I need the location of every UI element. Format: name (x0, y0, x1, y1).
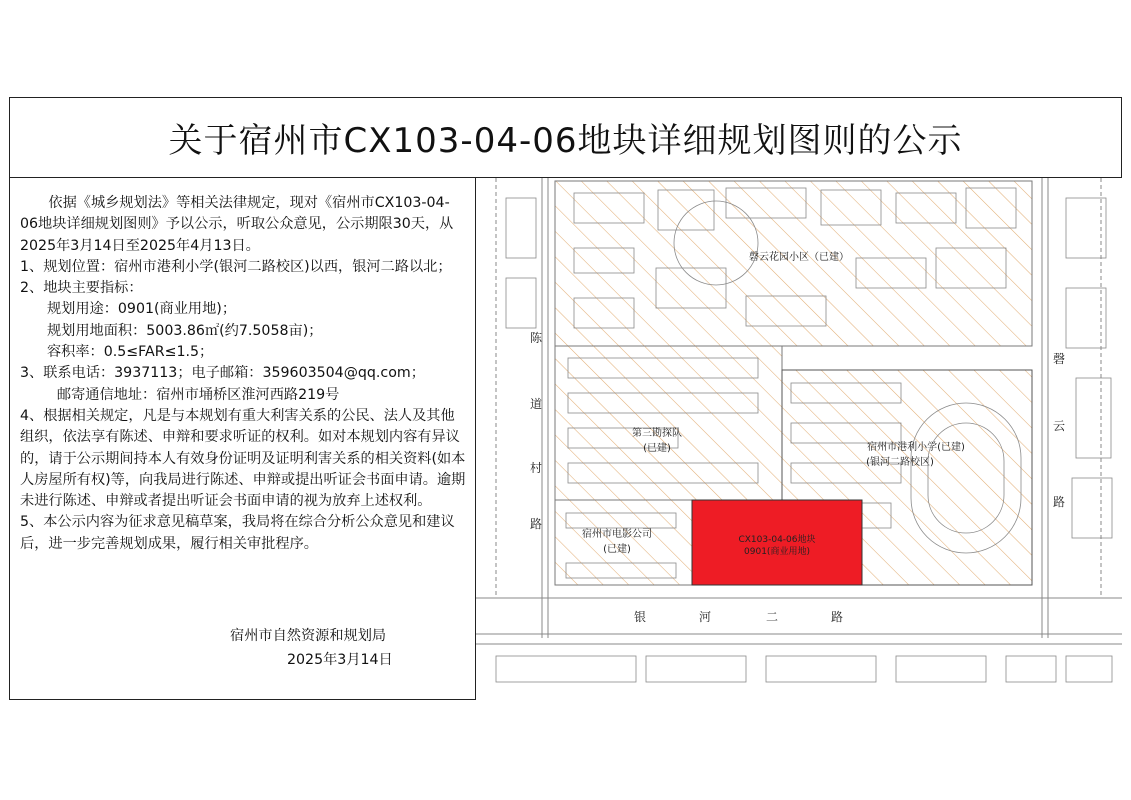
notice-text-panel (10, 178, 476, 700)
road-yinhe-char-1: 银 (633, 610, 647, 624)
road-chendaocun-char-4: 路 (529, 517, 543, 531)
item-3-address: 邮寄通信地址：宿州市埇桥区淮河西路219号 (56, 386, 340, 403)
label-kancha-team: 第三勘探队 (632, 428, 682, 439)
item-1-location: 1、规划位置：宿州市港利小学(银河二路校区)以西，银河二路以北； (20, 258, 452, 275)
intro-paragraph: 依据《城乡规划法》等相关法律规定，现对《宿州市CX103-04-06地块详细规划图则》予以公示，听取公众意见，公示期限30天，从2025年3月14日至2025年4月13日。 (20, 195, 454, 254)
planning-map (476, 178, 1122, 700)
item-5-draft: 5、本公示内容为征求意见稿草案，我局将在综合分析公众意见和建议后，进一步完善规划成果，履行相关审批程序。 (20, 514, 455, 552)
item-2-land-area: 规划用地面积：5003.86㎡(约7.5058亩)； (46, 322, 323, 339)
road-qingyun-char-3: 路 (1052, 495, 1066, 509)
label-school: 宿州市港利小学(已建) (867, 442, 965, 453)
title-row (10, 98, 1121, 178)
signature-block (10, 624, 475, 672)
road-chendaocun-char-2: 道 (529, 397, 543, 411)
label-school-campus: (银河二路校区) (866, 457, 934, 468)
item-2-far: 容积率：0.5≤FAR≤1.5； (46, 344, 214, 361)
item-3-contact: 3、联系电话：3937113；电子邮箱：359603504@qq.com； (20, 365, 425, 382)
item-4-rights: 4、根据相关规定，凡是与本规划有重大利害关系的公民、法人及其他组织，依法享有陈述、申辩和要求听证的权利。如对本规划内容有异议的，请于公示期间持本人有效身份证明及证明利害关系的相关资料(如本人房屋所有权)等，向我局进行陈述、申辩或提出听证会书面申请。逾期未进行陈述、申辩或者提出听证会书面申请的视为放弃上述权利。 (20, 407, 466, 510)
road-chendaocun-char-3: 村 (529, 461, 543, 475)
road-yinhe-char-3: 二 (765, 610, 779, 624)
road-yinhe-char-2: 河 (698, 610, 712, 624)
road-qingyun-char-1: 磬 (1052, 352, 1066, 366)
label-parcel-id: CX103-04-06地块 (738, 535, 816, 545)
signature-date: 2025年3月14日 (287, 652, 393, 668)
road-qingyun-char-2: 云 (1052, 419, 1066, 433)
label-cinema-status: (已建) (603, 544, 631, 555)
road-yinhe-char-4: 路 (830, 610, 844, 624)
item-2-heading: 2、地块主要指标： (20, 280, 143, 297)
item-2-land-use: 规划用途：0901(商业用地)； (46, 301, 237, 318)
planning-map-svg (476, 178, 1122, 700)
label-kancha-status: (已建) (643, 443, 671, 454)
kancha-block (555, 346, 782, 500)
qingyun-block (555, 181, 1032, 346)
notice-frame (9, 97, 1122, 700)
label-cinema: 宿州市电影公司 (582, 529, 652, 540)
label-parcel-use: 0901(商业用地) (744, 547, 810, 557)
page-title: 关于宿州市CX103-04-06地块详细规划图则的公示 (168, 121, 963, 161)
label-qingyun-community: 磬云花园小区（已建） (749, 252, 849, 263)
signature-org: 宿州市自然资源和规划局 (230, 628, 387, 644)
road-chendaocun-char-1: 陈 (529, 331, 543, 345)
